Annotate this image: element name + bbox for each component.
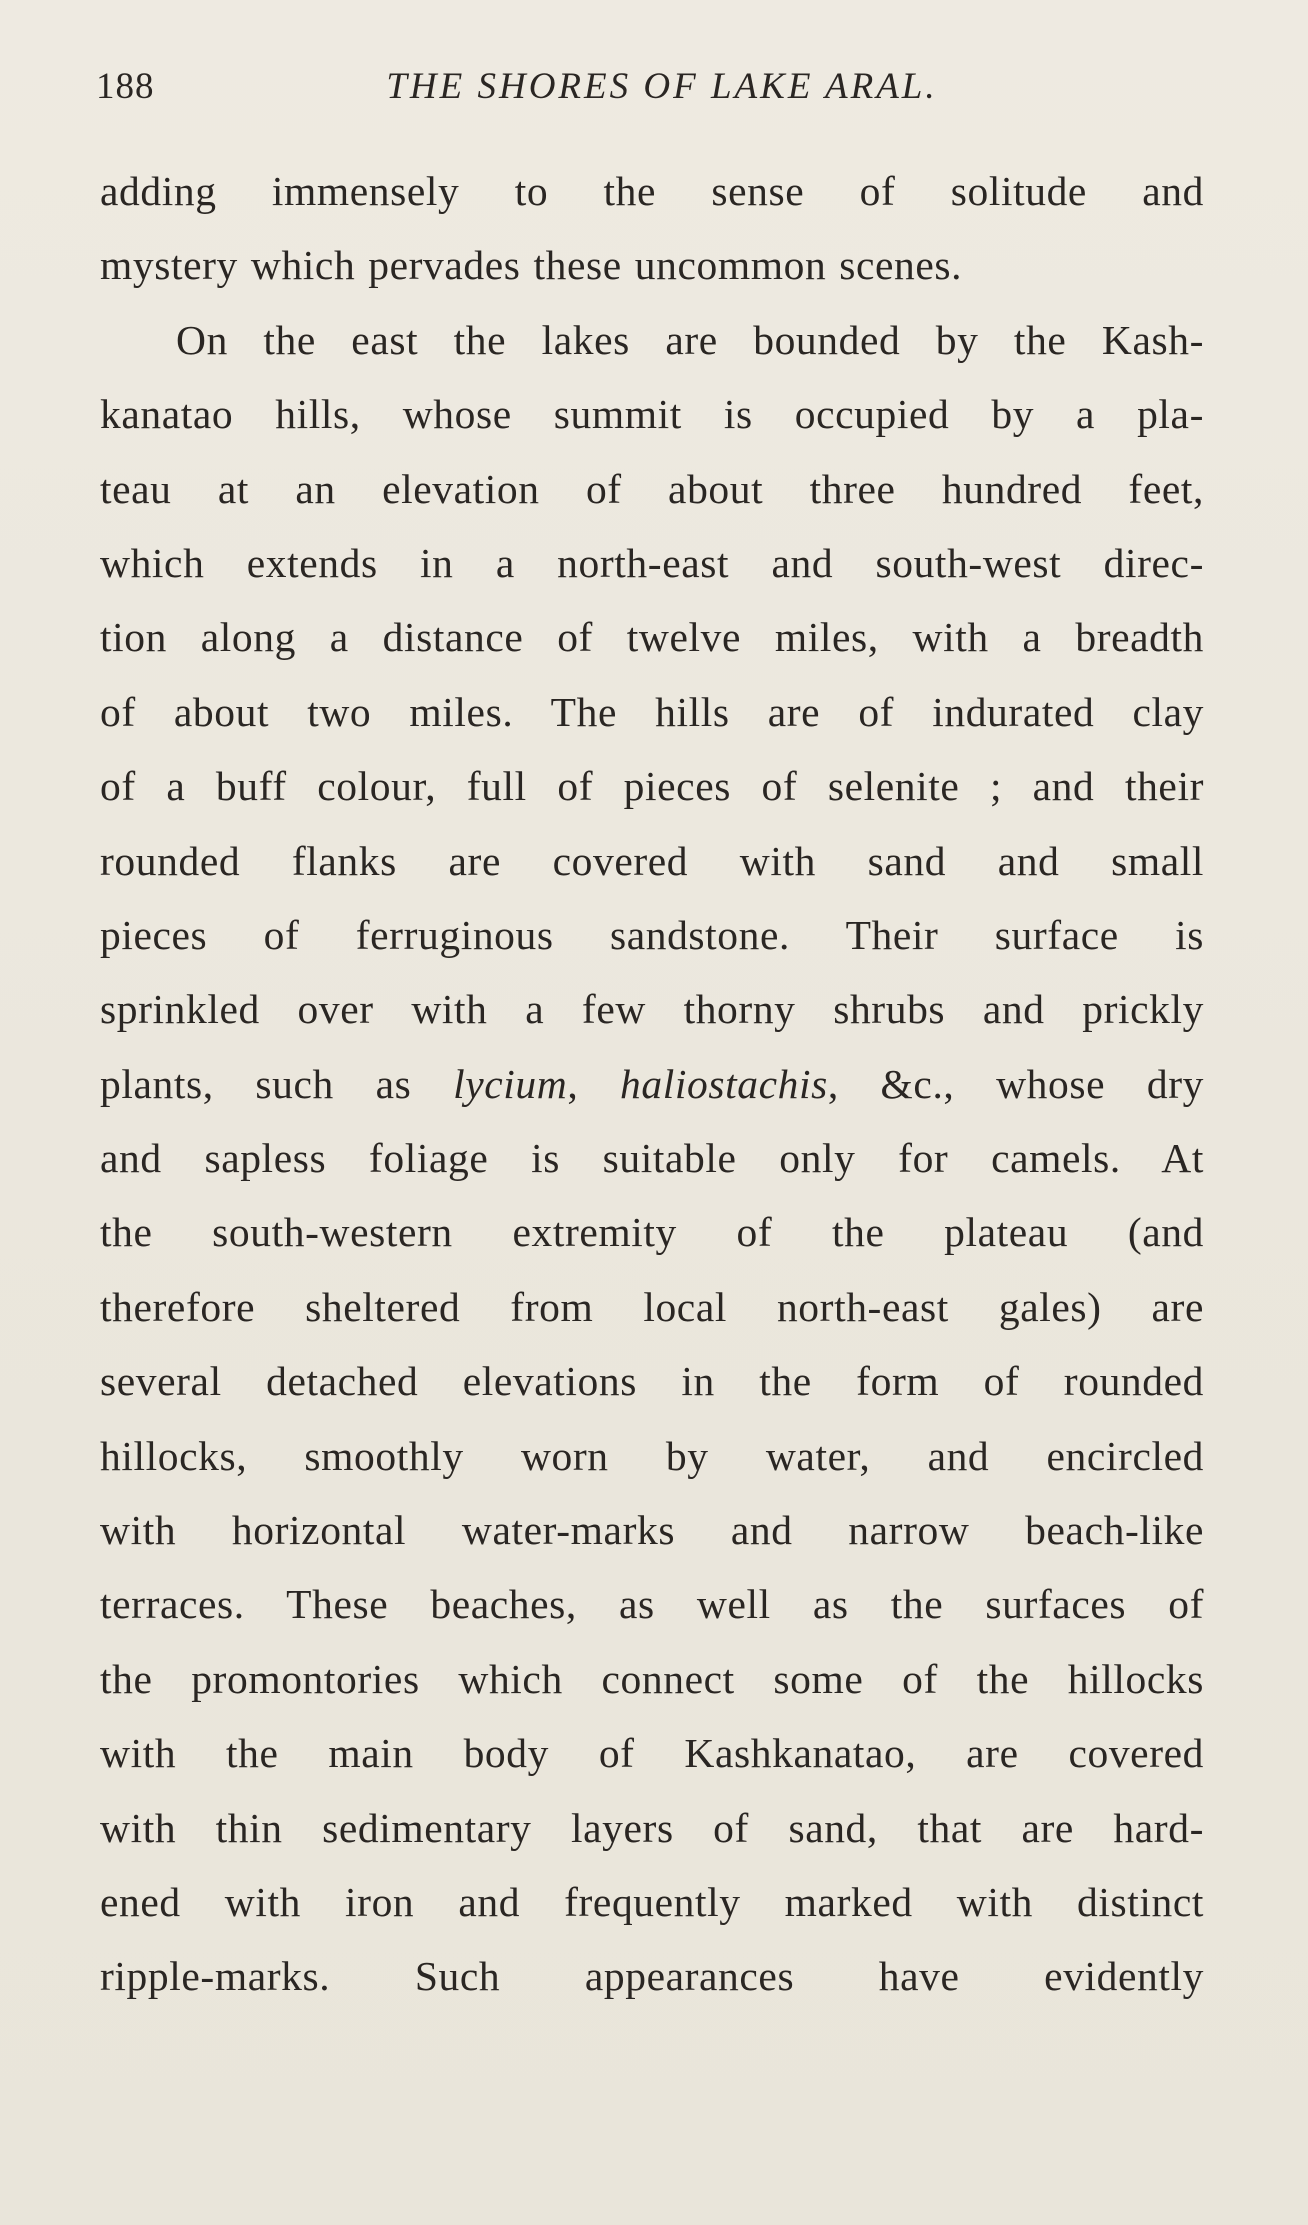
text-line: pieces of ferruginous sandstone. Their surface is [100, 911, 1204, 958]
text-line: with thin sedimentary layers of sand, that are hard- [100, 1804, 1204, 1851]
text-line: kanatao hills, whose summit is occupied by a pla- [100, 391, 1204, 438]
text-fragment: , [567, 1060, 621, 1107]
italic-term: lycium [453, 1060, 568, 1107]
text-line: ened with iron and frequently marked with distinct [100, 1878, 1204, 1925]
text-line: which extends in a north-east and south-west direc- [100, 539, 1204, 586]
text-line: terraces. These beaches, as well as the surfaces of [100, 1581, 1204, 1628]
italic-term: haliostachis [620, 1060, 828, 1107]
text-line: and sapless foliage is suitable only for camels. At [100, 1135, 1204, 1182]
text-line: with the main body of Kashkanatao, are covered [100, 1730, 1204, 1777]
text-fragment: , &c., whose dry [827, 1060, 1204, 1107]
text-line: of about two miles. The hills are of indurated clay [100, 688, 1204, 735]
text-line: tion along a distance of twelve miles, with a breadth [100, 614, 1204, 661]
page-number: 188 [96, 66, 155, 107]
text-line: sprinkled over with a few thorny shrubs and prickly [100, 986, 1204, 1033]
text-line: hillocks, smoothly worn by water, and encircled [100, 1432, 1204, 1479]
text-line: mystery which pervades these uncommon scenes. [100, 242, 963, 289]
text-line: teau at an elevation of about three hundred feet, [100, 465, 1204, 512]
text-line: therefore sheltered from local north-east gales) are [100, 1283, 1204, 1330]
text-line: several detached elevations in the form of rounded [100, 1358, 1204, 1405]
page-header [96, 62, 1208, 112]
text-line: the south-western extremity of the plateau (and [100, 1209, 1204, 1256]
text-line: the promontories which connect some of the hillocks [100, 1655, 1204, 1702]
text-line: On the east the lakes are bounded by the Kash- [176, 316, 1204, 363]
text-line-with-italics [100, 1047, 1204, 1121]
text-line: adding immensely to the sense of solitude and [100, 168, 1204, 214]
text-fragment: plants, such as [100, 1060, 454, 1107]
body-text [100, 154, 1204, 2014]
text-line: ripple-marks. Such appearances have evidently [100, 1953, 1204, 2000]
text-line: of a buff colour, full of pieces of selenite ; and their [100, 763, 1204, 810]
running-title: THE SHORES OF LAKE ARAL. [386, 66, 938, 107]
text-line: rounded flanks are covered with sand and small [100, 837, 1204, 884]
text-line: with horizontal water-marks and narrow beach-like [100, 1507, 1204, 1554]
